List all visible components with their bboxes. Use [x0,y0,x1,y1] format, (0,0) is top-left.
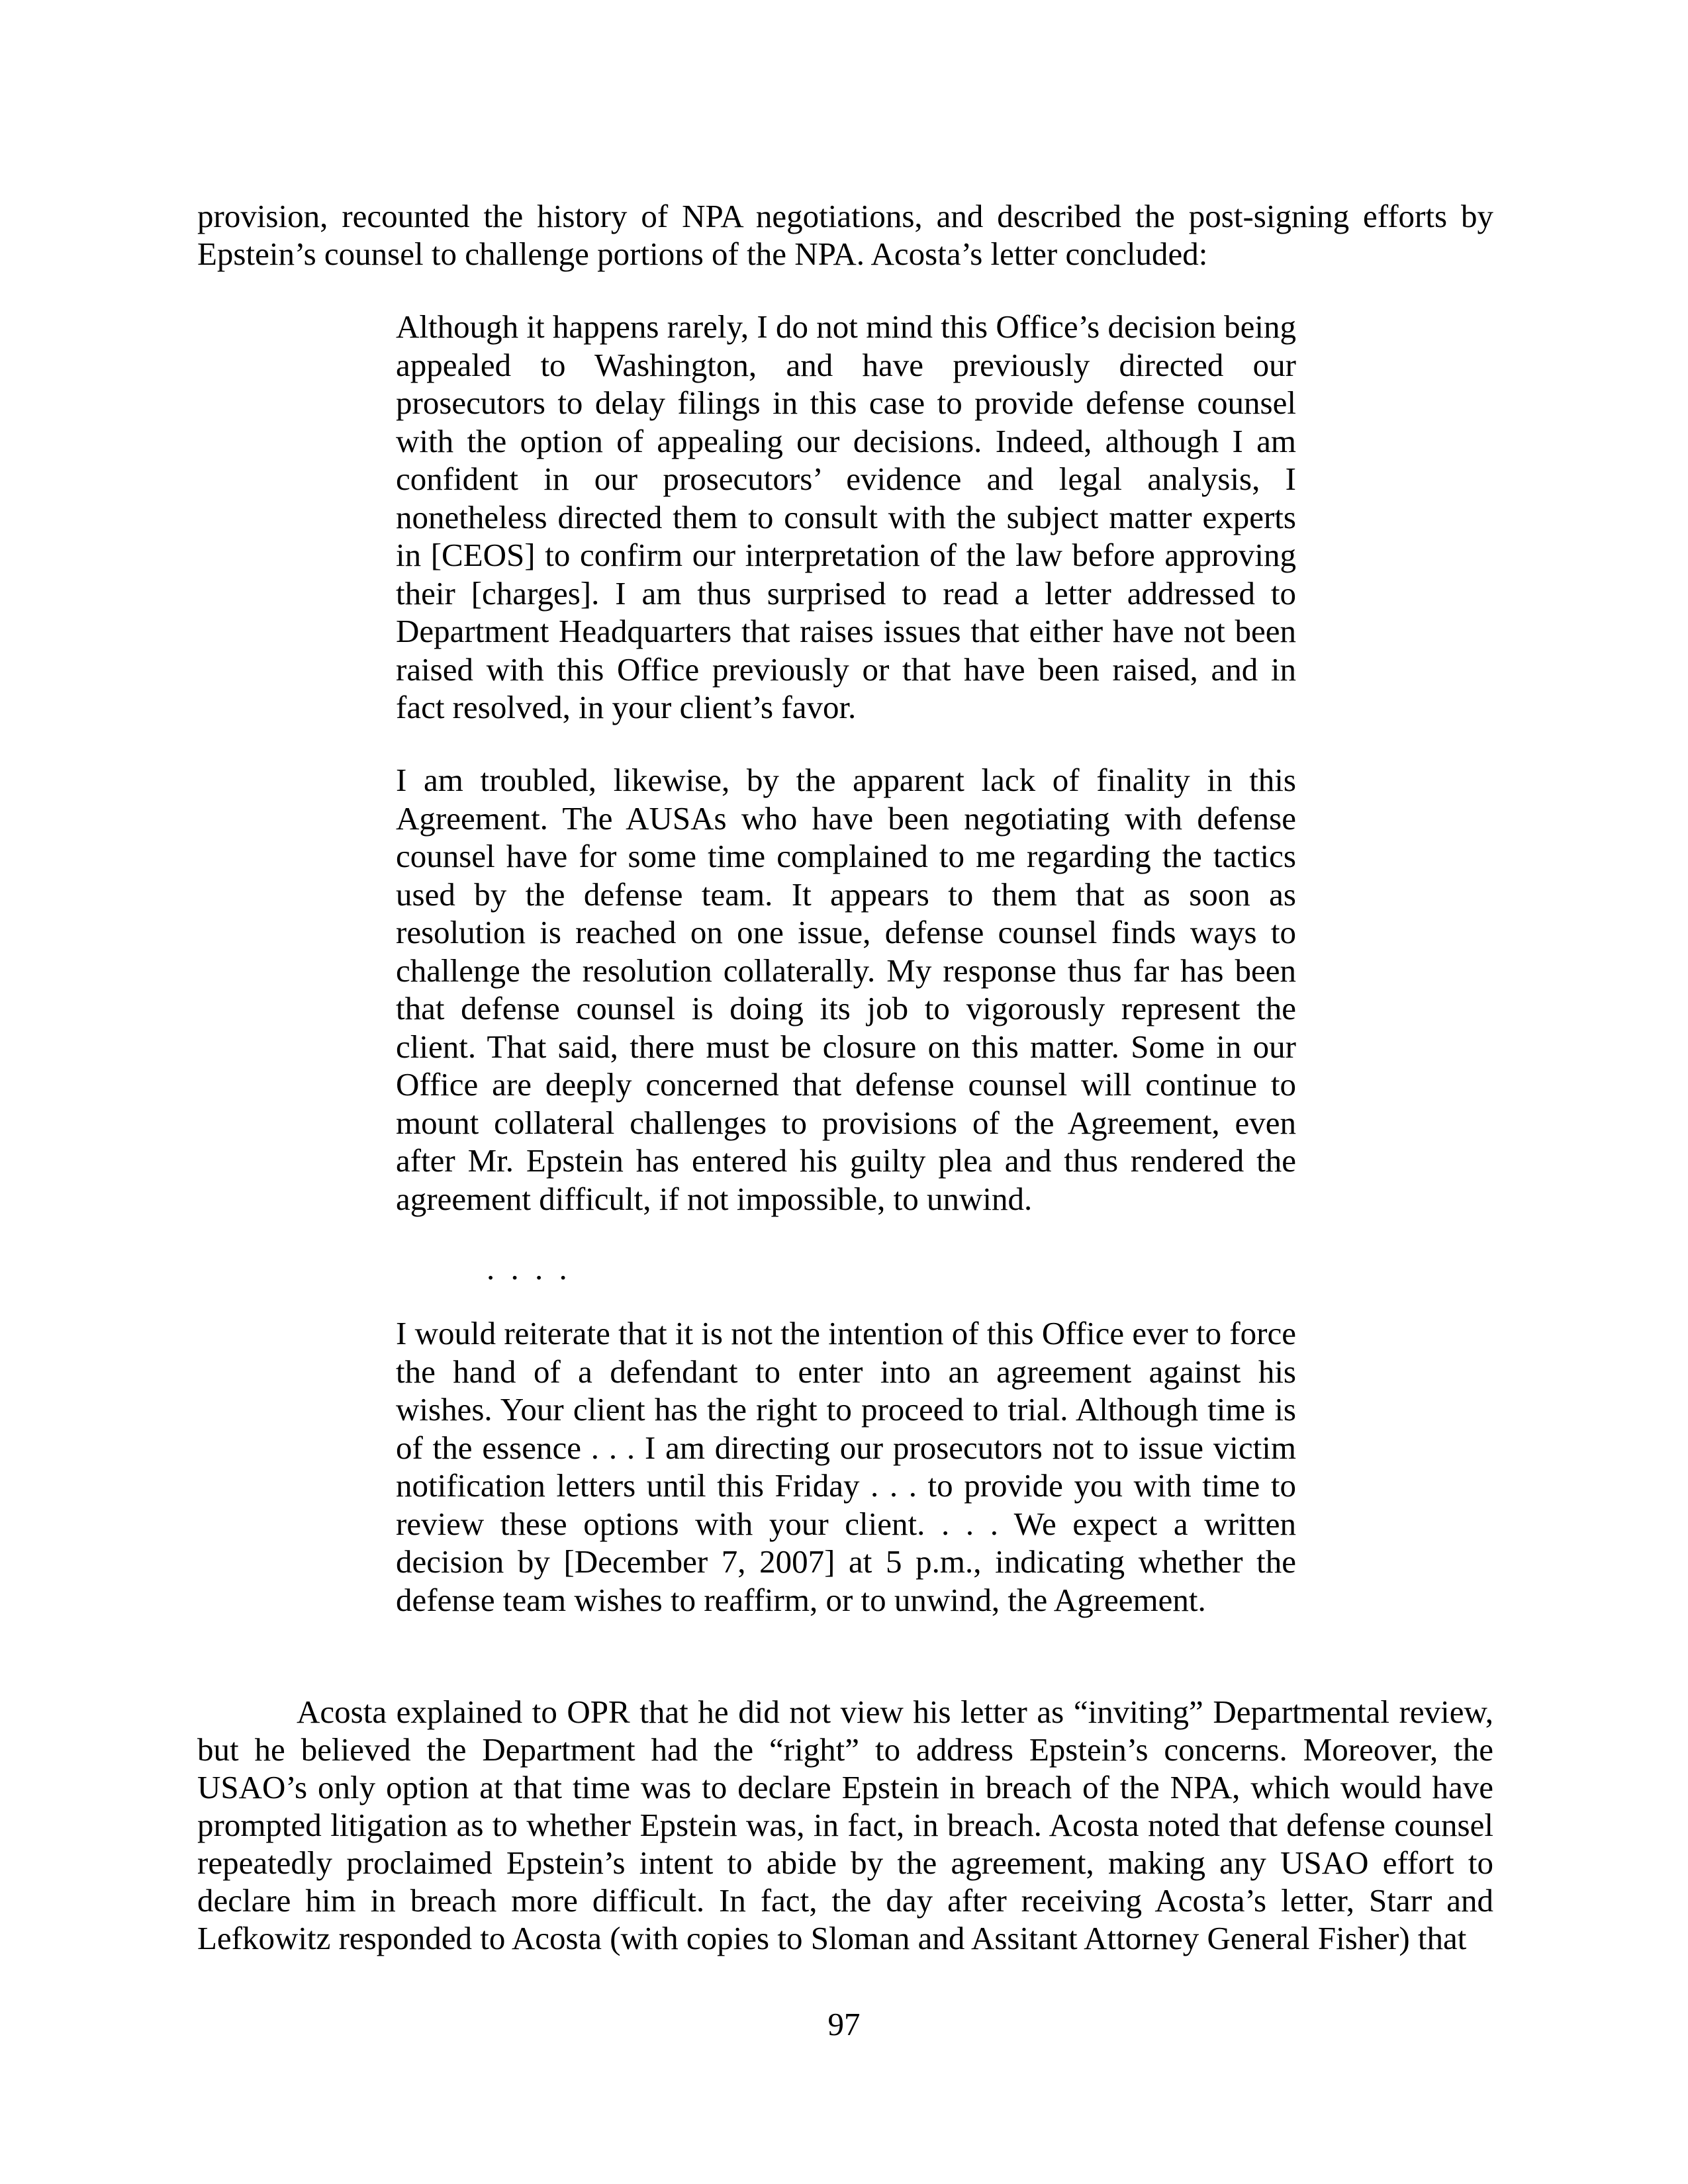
page-number: 97 [827,2006,861,2042]
block-quote-paragraph-3: I would reiterate that it is not the intention of this Office ever to force the hand of a defendant to enter into an agreement against his wishes. Your client has the right to proceed to trial. Although time is of the essence . . . I am directing our prosecutors not to issue victim notification letters until this Friday . . . to provide you with time to review these options with your client. . . . We expect a written decision by [December 7, 2007] at 5 p.m., indicating whether the defense team wishes to reaffirm, or to unwind, the Agreement. [396,1315,1296,1618]
block-quote-paragraph-2: I am troubled, likewise, by the apparent lack of finality in this Agreement. The AUSAs who have been negotiating with defense counsel have for some time complained to me regarding the tactics used by the defense team. It appears to them that as soon as resolution is reached on one issue, defense counsel finds ways to challenge the resolution collaterally. My response thus far has been that defense counsel is doing its job to vigorously represent the client. That said, there must be closure on this matter. Some in our Office are deeply concerned that defense counsel will continue to mount collateral challenges to provisions of the Agreement, even after Mr. Epstein has entered his guilty plea and thus rendered the agreement difficult, if not impossible, to unwind. [396,762,1296,1217]
lead-paragraph: provision, recounted the history of NPA negotiations, and described the post-signing efforts by Epstein’s counsel to challenge portions of the NPA. Acosta’s letter concluded: [197,198,1493,272]
closing-paragraph: Acosta explained to OPR that he did not view his letter as “inviting” Departmental review, but he believed the Department had the “right” to address Epstein’s concerns. Moreover, the USAO’s only option at that time was to declare Epstein in breach of the NPA, which would have prompted litigation as to whether Epstein was, in fact, in breach. Acosta noted that defense counsel repeatedly proclaimed Epstein’s intent to abide by the agreement, making any USAO effort to declare him in breach more difficult. In fact, the day after receiving Acosta’s letter, Starr and Lefkowitz responded to Acosta (with copies to Sloman and Assitant Attorney General Fisher) that [197,1694,1493,1956]
block-quote-paragraph-1: Although it happens rarely, I do not mind this Office’s decision being appealed to Washington, and have previously directed our prosecutors to delay filings in this case to provide defense counsel with the option of appealing our decisions. Indeed, although I am confident in our prosecutors’ evidence and legal analysis, I nonetheless directed them to consult with the subject matter experts in [CEOS] to confirm our interpretation of the law before approving their [charges]. I am thus surprised to read a letter addressed to Department Headquarters that raises issues that either have not been raised with this Office previously or that have been raised, and in fact resolved, in your client’s favor. [396,308,1296,725]
quote-ellipsis: . . . . [487,1250,571,1287]
